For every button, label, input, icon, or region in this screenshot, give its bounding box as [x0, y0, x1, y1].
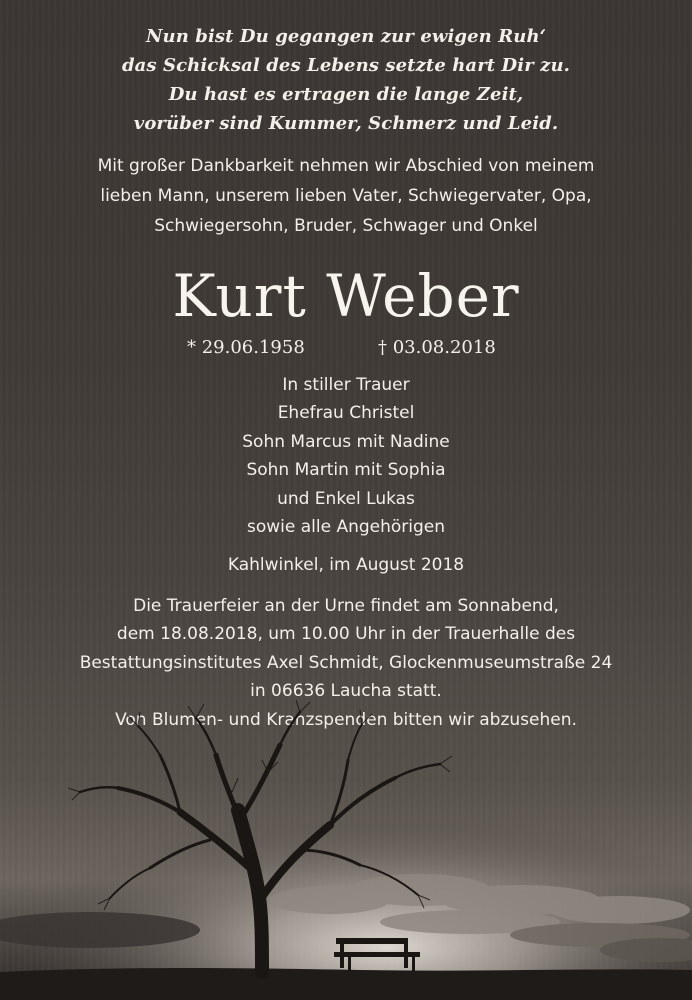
deceased-name: Kurt Weber	[172, 262, 520, 330]
tree-and-bench-silhouette	[0, 700, 692, 1000]
mourner-line: sowie alle Angehörigen	[246, 517, 446, 538]
farewell-intro	[0, 151, 692, 241]
service-line: in 06636 Laucha statt.	[250, 681, 442, 702]
memorial-verse	[0, 22, 692, 138]
service-line: dem 18.08.2018, um 10.00 Uhr in der Trauerhalle des	[116, 624, 576, 645]
service-line: Die Trauerfeier an der Urne findet am Sonnabend,	[133, 596, 559, 616]
mourner-line: Ehefrau Christel	[277, 403, 415, 424]
verse-line: vorüber sind Kummer, Schmerz und Leid.	[133, 113, 559, 134]
mourner-line: und Enkel Lukas	[277, 488, 415, 509]
mourner-line: In stiller Trauer	[282, 375, 410, 395]
mourner-line: Sohn Martin mit Sophia	[246, 460, 446, 481]
mourners-list	[0, 371, 692, 541]
verse-line: das Schicksal des Lebens setzte hart Dir zu.	[121, 55, 571, 76]
mourner-line: Sohn Marcus mit Nadine	[242, 431, 450, 452]
verse-line: Du hast es ertragen die lange Zeit,	[168, 84, 524, 105]
intro-line: Schwiegersohn, Bruder, Schwager und Onkel	[154, 216, 538, 236]
birth-date: * 29.06.1958	[187, 337, 305, 358]
service-line: Von Blumen- und Kranzspenden bitten wir abzusehen.	[115, 709, 577, 730]
intro-line: lieben Mann, unserem lieben Vater, Schwiegervater, Opa,	[100, 186, 592, 206]
ground	[0, 968, 692, 1000]
intro-line: Mit großer Dankbarkeit nehmen wir Abschied von meinem	[97, 156, 595, 176]
service-line: Bestattungsinstitutes Axel Schmidt, Glockenmuseumstraße 24	[79, 652, 613, 673]
sky-glow	[0, 760, 692, 1000]
verse-line: Nun bist Du gegangen zur ewigen Ruh‘	[146, 26, 546, 47]
place-and-date: Kahlwinkel, im August 2018	[227, 555, 465, 575]
death-date: † 03.08.2018	[378, 337, 496, 358]
